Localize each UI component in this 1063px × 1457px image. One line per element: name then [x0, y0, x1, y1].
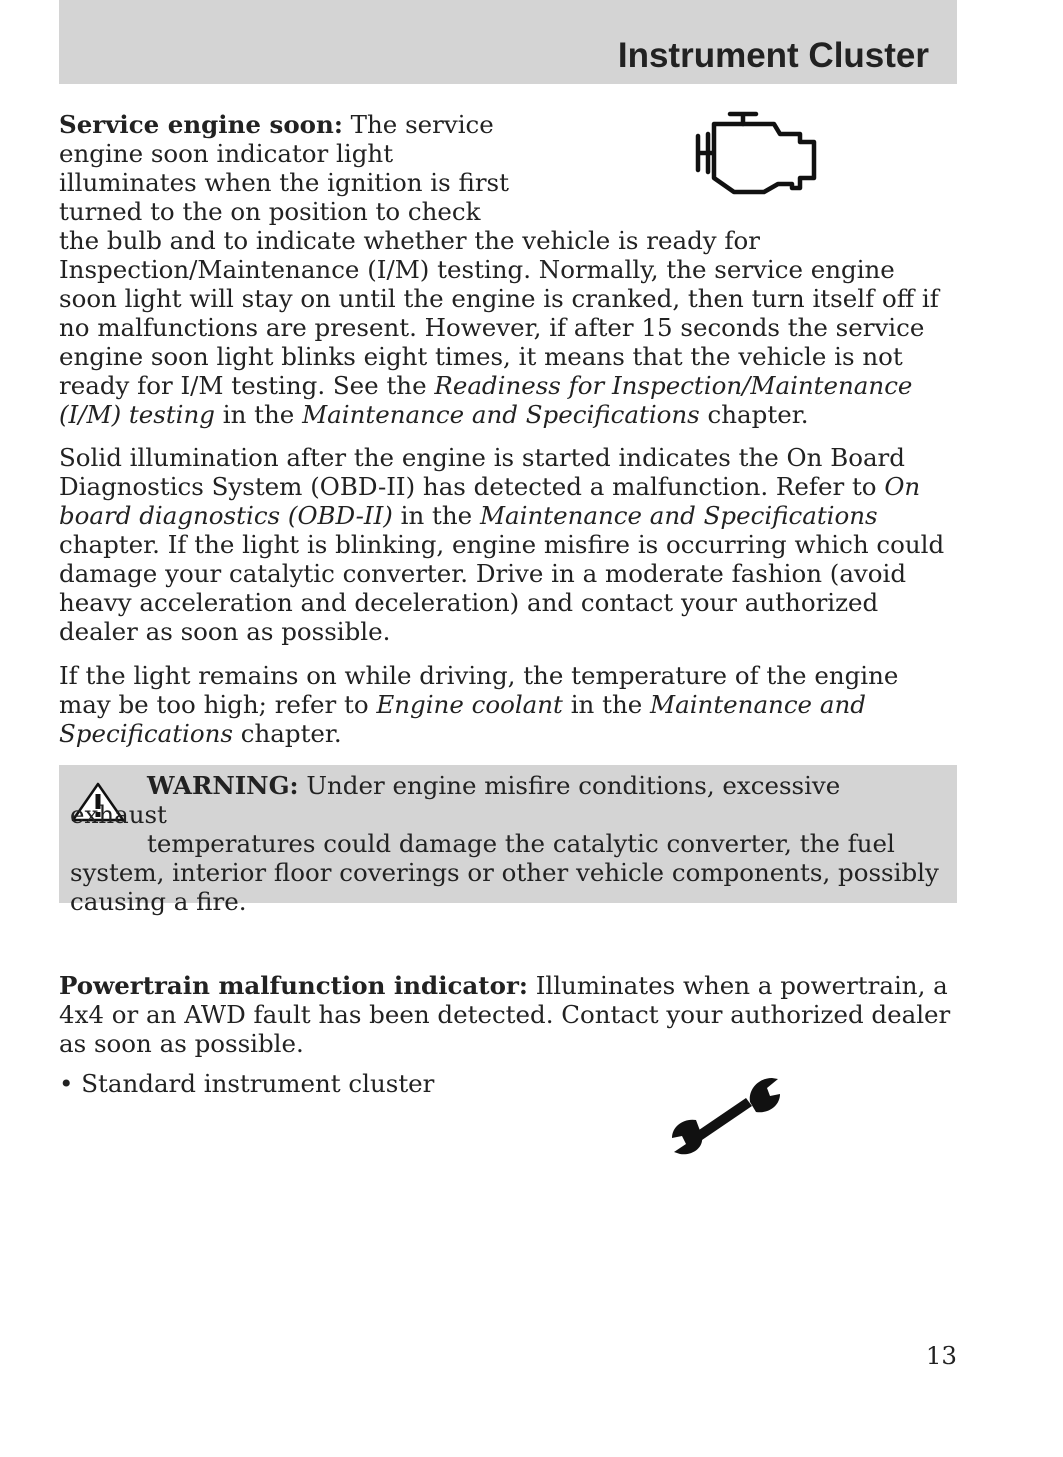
page-number: 13 — [925, 1341, 957, 1370]
temperature-paragraph: If the light remains on while driving, the temperature of the engine may be too high; refer to Engine coolant in the Maintenance and Specifications chapter. — [59, 661, 899, 748]
page-title: Instrument Cluster — [617, 36, 929, 75]
powertrain-heading: Powertrain malfunction indicator: — [59, 971, 528, 1000]
warning-box — [59, 765, 957, 916]
header-bar — [59, 0, 957, 84]
warning-text: WARNING: Under engine misfire conditions, excessive exhaust temperatures could damage the catalytic converter, the fuel system, interior floor coverings or other vehicle components, possibly causing a fire. — [70, 771, 939, 916]
bullet: • — [59, 1069, 74, 1098]
obd-reference: On board diagnostics (OBD-II) — [59, 472, 921, 530]
powertrain-paragraph: Powertrain malfunction indicator: Illuminates when a powertrain, a 4x4 or an AWD fault has been detected. Contact your authorized dealer as soon as possible. — [59, 971, 951, 1058]
warning-label: WARNING: — [147, 771, 299, 800]
readiness-reference: Readiness for Inspection/Maintenance (I/M) testing — [59, 371, 913, 429]
wrench-icon — [668, 1072, 784, 1156]
service-engine-paragraph: Service engine soon: The service engine soon indicator light illuminates when the ignition is first turned to the on position to check the bulb and to indicate whether the vehicle is ready for Inspection/Maintenance (I/M) testing. Normally, the service engine soon light will stay on until the engine is cranked, then turn itself off if no malfunctions are present. However, if after 15 seconds the service engine soon light blinks eight times, it means that the vehicle is not ready for I/M testing. See the Readiness for Inspection/Maintenance (I/M) testing in the Maintenance and Specifications chapter. — [59, 110, 939, 429]
coolant-reference: Engine coolant — [376, 690, 563, 719]
obd-paragraph: Solid illumination after the engine is started indicates the On Board Diagnostics System (OBD-II) has detected a malfunction. Refer to On board diagnostics (OBD-II) in the Maintenance and Specifications chapter. If the light is blinking, engine misfire is occurring which could damage your catalytic converter. Drive in a moderate fashion (avoid heavy acceleration and deceleration) and contact your authorized dealer as soon as possible. — [59, 443, 945, 646]
list-item-label: Standard instrument cluster — [81, 1069, 435, 1098]
list-item — [59, 1069, 434, 1098]
service-engine-heading: Service engine soon: — [59, 110, 343, 139]
